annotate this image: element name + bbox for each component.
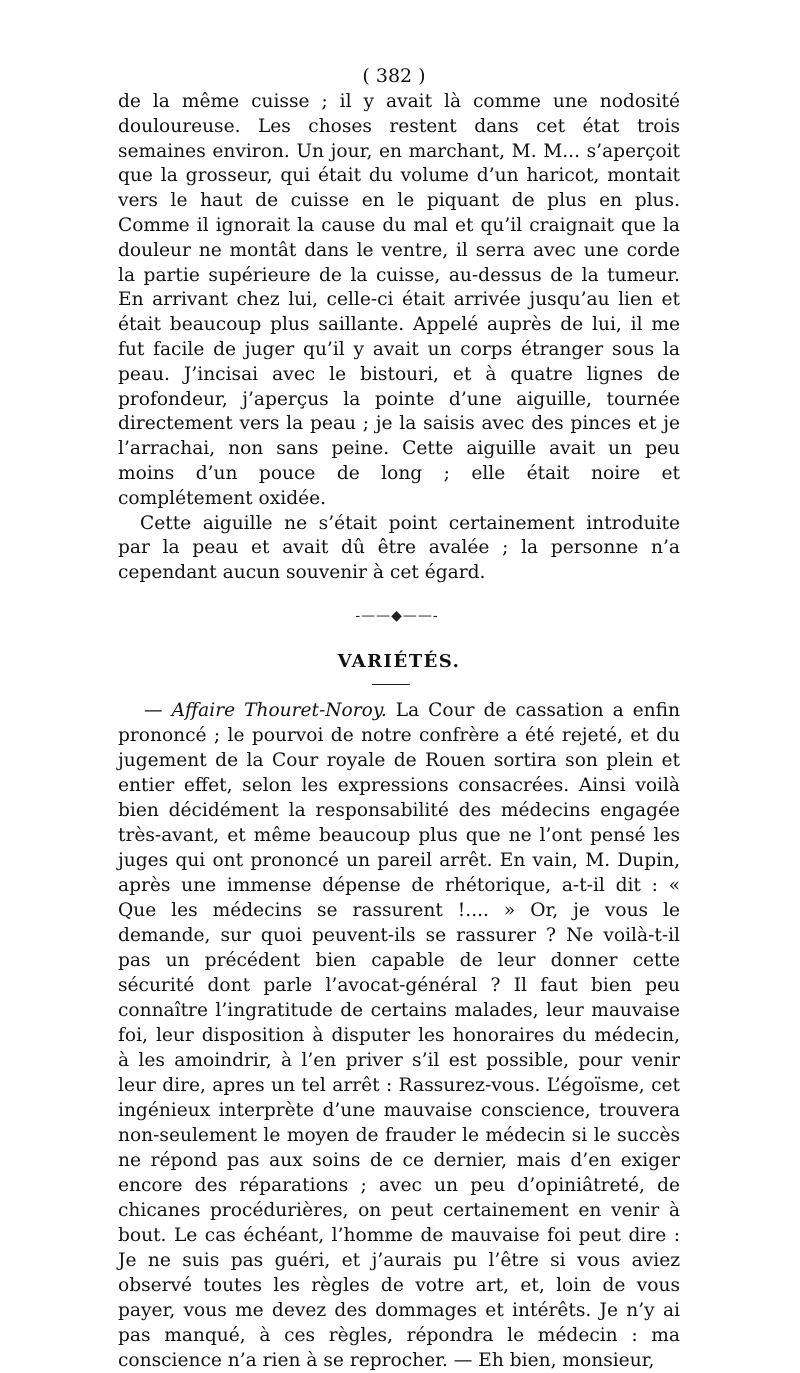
page-number: ( 382 ) [362, 65, 426, 87]
book-page [118, 62, 680, 1373]
intro-paragraph-2: Cette aiguille ne s’était point certainement introduite par la peau et avait dû être avalée ; la personne n’a cependant aucun souvenir à cet égard. [118, 512, 680, 584]
ornamental-divider: -——◆——- [355, 607, 439, 624]
article-paragraph [118, 698, 680, 1373]
article-lead-dash: — [144, 699, 172, 721]
article-body: La Cour de cassation a enfin prononcé ; le pourvoi de notre confrère a été rejeté, et du jugement de la Cour royale de Rouen sortira son plein et entier effet, selon les expressions consacrées. Ainsi voilà bien décidément la responsabilité des médecins engagée très-avant, et même beaucoup plus que ne l’ont pensé les juges qui ont prononcé un pareil arrêt. En vain, M. Dupin, après une immense dépense de rhétorique, a-t-il dit : « Que les médecins se rassurent !.... » Or, je vous le demande, sur quoi peuvent-ils se rassurer ? Ne voilà-t-il pas un précédent bien capable de leur donner cette sécurité dont parle l’avocat-général ? Il faut bien peu connaître l’ingratitude de certains malades, leur mauvaise foi, leur disposition à disputer les honoraires du médecin, à les amoindrir, à l’en priver s’il est possible, pour venir leur dire, apres un tel arrêt : Rassurez-vous. L’égoïsme, cet ingénieux interprète d’une mauvaise conscience, trouvera non-seulement le moyen de frauder le médecin si le succès ne répond pas aux soins de ce dernier, mais d’en exiger encore des réparations ; avec un peu d’opiniâtreté, de chicanes procédurières, on peut certainement en venir à bout. Le cas échéant, l’homme de mauvaise foi peut dire : Je ne suis pas guéri, et j’aurais pu l’être si vous aviez observé toutes les règles de votre art, et, loin de vous payer, vous me devez des dommages et intérêts. Je n’y ai pas manqué, à ces règles, répondra le médecin : ma conscience n’a rien à se reprocher. — Eh bien, monsieur, [118, 699, 680, 1371]
article-title: Affaire Thouret-Noroy. [171, 699, 387, 721]
section-title: VARIÉTÉS. [337, 650, 461, 672]
intro-paragraph-1: de la même cuisse ; il y avait là comme une nodosité douloureuse. Les choses restent dans cet état trois semaines environ. Un jour, en marchant, M. M... s’aperçoit que la grosseur, qui était du volume d’un haricot, montait vers le haut de cuisse en le piquant de plus en plus. Comme il ignorait la cause du mal et qu’il craignait que la douleur ne montât dans le ventre, il serra avec une corde la partie supérieure de la cuisse, au-dessus de la tumeur. En arrivant chez lui, celle-ci était arrivée jusqu’au lien et était beaucoup plus saillante. Appelé auprès de lui, il me fut facile de juger qu’il y avait un corps étranger sous la peau. J’incisai avec le bistouri, et à quatre lignes de profondeur, j’aperçus la pointe d’une aiguille, tournée directement vers la peau ; je la saisis avec des pinces et je l’arrachai, non sans peine. Cette aiguille avait un peu moins d’un pouce de long ; elle était noire et complétement oxidée. [118, 91, 680, 509]
title-rule [372, 684, 410, 685]
